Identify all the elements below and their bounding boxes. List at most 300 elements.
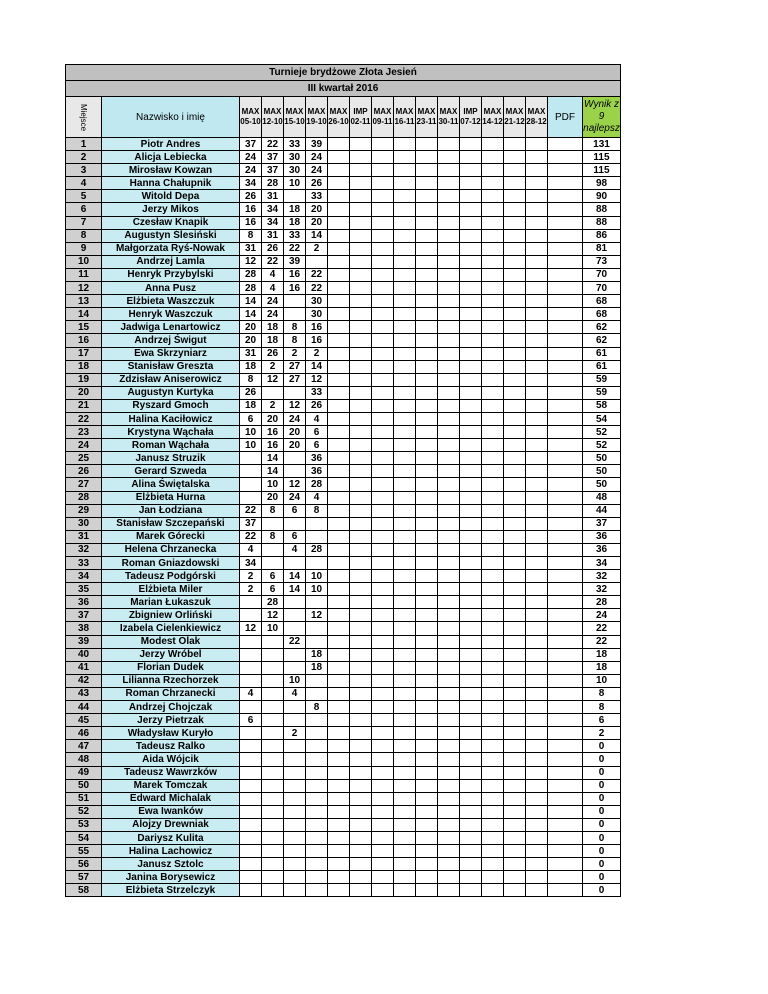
pdf-cell xyxy=(548,871,583,884)
score-cell xyxy=(460,268,482,281)
score-cell xyxy=(416,386,438,399)
score-cell xyxy=(504,543,526,556)
score-cell xyxy=(394,596,416,609)
score-cell xyxy=(328,229,350,242)
score-cell xyxy=(460,190,482,203)
pdf-cell xyxy=(548,792,583,805)
score-cell xyxy=(416,373,438,386)
score-cell xyxy=(394,858,416,871)
score-cell: 24 xyxy=(306,151,328,164)
score-cell: 10 xyxy=(240,426,262,439)
score-cell xyxy=(394,779,416,792)
score-cell xyxy=(284,831,306,844)
score-cell xyxy=(460,308,482,321)
place-cell: 45 xyxy=(66,714,102,727)
score-cell xyxy=(328,530,350,543)
player-name: Roman Chrzanecki xyxy=(102,687,240,700)
score-cell xyxy=(416,504,438,517)
score-cell: 16 xyxy=(240,216,262,229)
result-cell: 50 xyxy=(583,452,621,465)
score-cell xyxy=(504,753,526,766)
pdf-cell xyxy=(548,478,583,491)
score-cell xyxy=(504,439,526,452)
score-cell xyxy=(416,766,438,779)
score-cell xyxy=(526,426,548,439)
score-cell: 37 xyxy=(240,138,262,151)
score-cell xyxy=(460,753,482,766)
score-cell xyxy=(504,740,526,753)
score-cell xyxy=(350,753,372,766)
pdf-cell xyxy=(548,439,583,452)
score-cell xyxy=(482,858,504,871)
score-cell: 18 xyxy=(262,321,284,334)
score-cell xyxy=(328,347,350,360)
player-name: Edward Michalak xyxy=(102,792,240,805)
table-subtitle: III kwartał 2016 xyxy=(66,81,621,97)
score-cell xyxy=(284,753,306,766)
score-cell xyxy=(504,530,526,543)
score-cell xyxy=(372,138,394,151)
score-cell: 37 xyxy=(262,164,284,177)
score-cell xyxy=(372,805,394,818)
score-cell xyxy=(482,177,504,190)
score-cell xyxy=(306,622,328,635)
place-cell: 42 xyxy=(66,674,102,687)
score-cell xyxy=(416,609,438,622)
result-cell: 18 xyxy=(583,648,621,661)
score-cell xyxy=(284,701,306,714)
table-row xyxy=(66,504,621,517)
score-cell xyxy=(328,190,350,203)
score-cell xyxy=(438,412,460,425)
score-cell xyxy=(394,871,416,884)
score-cell: 39 xyxy=(284,255,306,268)
score-cell xyxy=(416,831,438,844)
score-cell xyxy=(372,386,394,399)
result-cell: 88 xyxy=(583,216,621,229)
score-cell xyxy=(350,570,372,583)
place-cell: 2 xyxy=(66,151,102,164)
place-cell: 5 xyxy=(66,190,102,203)
score-cell xyxy=(328,674,350,687)
result-cell: 37 xyxy=(583,517,621,530)
score-cell: 8 xyxy=(306,701,328,714)
score-cell: 20 xyxy=(306,203,328,216)
result-cell: 32 xyxy=(583,583,621,596)
score-cell xyxy=(482,530,504,543)
player-name: Małgorzata Ryś-Nowak xyxy=(102,242,240,255)
table-row xyxy=(66,255,621,268)
result-cell: 81 xyxy=(583,242,621,255)
score-cell xyxy=(394,282,416,295)
score-cell xyxy=(394,216,416,229)
score-cell xyxy=(460,596,482,609)
score-cell: 30 xyxy=(306,308,328,321)
score-cell xyxy=(460,779,482,792)
score-cell: 20 xyxy=(284,439,306,452)
score-cell xyxy=(460,635,482,648)
score-cell xyxy=(372,884,394,897)
score-cell xyxy=(372,557,394,570)
score-cell xyxy=(438,465,460,478)
score-cell xyxy=(526,570,548,583)
place-cell: 25 xyxy=(66,452,102,465)
score-cell: 16 xyxy=(240,203,262,216)
score-cell xyxy=(350,871,372,884)
score-cell xyxy=(504,295,526,308)
table-row xyxy=(66,308,621,321)
score-cell xyxy=(394,648,416,661)
score-cell xyxy=(328,884,350,897)
score-cell xyxy=(394,557,416,570)
score-cell xyxy=(482,818,504,831)
score-cell xyxy=(240,478,262,491)
score-cell xyxy=(526,701,548,714)
score-cell xyxy=(416,779,438,792)
result-cell: 8 xyxy=(583,687,621,700)
score-cell xyxy=(350,321,372,334)
score-cell xyxy=(504,282,526,295)
result-cell: 22 xyxy=(583,635,621,648)
table-row xyxy=(66,295,621,308)
score-cell xyxy=(416,190,438,203)
score-cell: 12 xyxy=(284,478,306,491)
score-cell xyxy=(438,216,460,229)
score-cell: 33 xyxy=(284,138,306,151)
score-cell xyxy=(284,609,306,622)
place-header: Miejsce xyxy=(66,97,102,138)
score-cell xyxy=(526,360,548,373)
score-cell xyxy=(416,360,438,373)
place-cell: 37 xyxy=(66,609,102,622)
score-cell xyxy=(504,884,526,897)
score-cell xyxy=(394,439,416,452)
score-cell xyxy=(504,701,526,714)
place-cell: 50 xyxy=(66,779,102,792)
score-cell xyxy=(416,399,438,412)
result-cell: 73 xyxy=(583,255,621,268)
pdf-header: PDF xyxy=(548,97,583,138)
place-cell: 38 xyxy=(66,622,102,635)
result-cell: 61 xyxy=(583,347,621,360)
score-cell xyxy=(240,884,262,897)
score-cell: 2 xyxy=(306,242,328,255)
score-cell xyxy=(438,177,460,190)
score-cell xyxy=(328,871,350,884)
score-cell xyxy=(262,701,284,714)
result-cell: 52 xyxy=(583,439,621,452)
score-cell xyxy=(460,570,482,583)
score-cell xyxy=(460,295,482,308)
score-cell xyxy=(328,818,350,831)
score-cell xyxy=(240,858,262,871)
score-cell xyxy=(460,504,482,517)
score-cell xyxy=(284,845,306,858)
score-cell xyxy=(438,373,460,386)
score-cell: 22 xyxy=(306,268,328,281)
score-cell xyxy=(394,687,416,700)
result-cell: 59 xyxy=(583,373,621,386)
score-cell xyxy=(240,674,262,687)
score-cell xyxy=(482,557,504,570)
score-cell xyxy=(438,386,460,399)
player-name: Stanisław Greszta xyxy=(102,360,240,373)
score-cell xyxy=(372,373,394,386)
score-cell xyxy=(460,792,482,805)
score-cell xyxy=(284,858,306,871)
score-cell xyxy=(460,412,482,425)
pdf-cell xyxy=(548,452,583,465)
score-cell xyxy=(460,282,482,295)
score-cell xyxy=(350,884,372,897)
score-cell xyxy=(526,164,548,177)
score-cell: 31 xyxy=(240,242,262,255)
score-cell xyxy=(328,727,350,740)
score-cell xyxy=(262,884,284,897)
score-cell xyxy=(328,255,350,268)
score-cell xyxy=(416,583,438,596)
score-cell xyxy=(482,779,504,792)
score-cell xyxy=(262,831,284,844)
score-cell: 2 xyxy=(306,347,328,360)
score-cell xyxy=(526,138,548,151)
score-cell xyxy=(482,701,504,714)
score-cell xyxy=(482,543,504,556)
pdf-cell xyxy=(548,347,583,360)
result-cell: 36 xyxy=(583,543,621,556)
score-cell xyxy=(482,164,504,177)
score-cell xyxy=(482,347,504,360)
tournament-type: MAX xyxy=(373,107,392,116)
score-cell: 10 xyxy=(262,478,284,491)
score-cell xyxy=(526,557,548,570)
pdf-cell xyxy=(548,570,583,583)
score-cell: 14 xyxy=(284,570,306,583)
tournament-date: 28-12 xyxy=(526,117,547,126)
place-cell: 29 xyxy=(66,504,102,517)
result-cell: 70 xyxy=(583,268,621,281)
score-cell: 6 xyxy=(284,530,306,543)
score-cell: 18 xyxy=(240,399,262,412)
score-cell xyxy=(350,308,372,321)
score-cell xyxy=(306,779,328,792)
score-cell xyxy=(482,609,504,622)
score-cell xyxy=(328,622,350,635)
score-cell xyxy=(526,661,548,674)
result-cell: 68 xyxy=(583,308,621,321)
table-row xyxy=(66,661,621,674)
score-cell xyxy=(350,674,372,687)
score-cell: 6 xyxy=(240,412,262,425)
place-cell: 32 xyxy=(66,543,102,556)
score-cell xyxy=(526,504,548,517)
result-cell: 0 xyxy=(583,818,621,831)
place-cell: 51 xyxy=(66,792,102,805)
pdf-cell xyxy=(548,831,583,844)
score-cell xyxy=(372,412,394,425)
score-cell xyxy=(416,818,438,831)
score-cell xyxy=(460,255,482,268)
score-cell: 12 xyxy=(306,609,328,622)
score-cell xyxy=(504,347,526,360)
score-cell: 27 xyxy=(284,373,306,386)
standings-table xyxy=(65,64,621,897)
score-cell xyxy=(394,452,416,465)
score-cell xyxy=(526,805,548,818)
pdf-cell xyxy=(548,805,583,818)
tournament-type: MAX xyxy=(307,107,326,116)
score-cell xyxy=(394,190,416,203)
score-cell xyxy=(526,190,548,203)
score-cell: 34 xyxy=(262,203,284,216)
score-cell: 20 xyxy=(284,426,306,439)
pdf-cell xyxy=(548,740,583,753)
score-cell xyxy=(526,884,548,897)
score-cell xyxy=(460,478,482,491)
tournament-type: MAX xyxy=(417,107,436,116)
score-cell xyxy=(372,203,394,216)
score-cell xyxy=(394,727,416,740)
place-cell: 44 xyxy=(66,701,102,714)
score-cell xyxy=(482,229,504,242)
score-cell xyxy=(504,478,526,491)
pdf-cell xyxy=(548,151,583,164)
score-cell xyxy=(306,740,328,753)
score-cell xyxy=(394,740,416,753)
score-cell xyxy=(416,858,438,871)
score-cell: 37 xyxy=(240,517,262,530)
score-cell xyxy=(504,268,526,281)
score-cell xyxy=(372,190,394,203)
score-cell xyxy=(526,648,548,661)
result-cell: 54 xyxy=(583,412,621,425)
score-cell xyxy=(372,622,394,635)
table-row xyxy=(66,779,621,792)
table-row xyxy=(66,818,621,831)
score-cell xyxy=(482,714,504,727)
table-row xyxy=(66,753,621,766)
score-cell xyxy=(482,334,504,347)
player-name: Jerzy Mikos xyxy=(102,203,240,216)
pdf-cell xyxy=(548,295,583,308)
score-cell xyxy=(372,570,394,583)
score-cell: 12 xyxy=(306,373,328,386)
score-cell xyxy=(306,635,328,648)
score-cell: 16 xyxy=(306,334,328,347)
place-cell: 19 xyxy=(66,373,102,386)
player-name: Augustyn Ślesiński xyxy=(102,229,240,242)
score-cell xyxy=(372,635,394,648)
result-cell: 0 xyxy=(583,831,621,844)
score-cell xyxy=(416,648,438,661)
score-cell: 24 xyxy=(284,491,306,504)
result-header: Wynik z 9 najlepsz xyxy=(583,97,621,138)
score-cell xyxy=(504,452,526,465)
score-cell xyxy=(350,583,372,596)
score-cell xyxy=(328,151,350,164)
result-cell: 61 xyxy=(583,360,621,373)
player-name: Augustyn Kurtyka xyxy=(102,386,240,399)
score-cell xyxy=(372,779,394,792)
score-cell xyxy=(306,727,328,740)
score-cell xyxy=(328,373,350,386)
score-cell xyxy=(526,347,548,360)
score-cell xyxy=(482,792,504,805)
score-cell xyxy=(350,373,372,386)
score-cell xyxy=(372,491,394,504)
score-cell xyxy=(504,491,526,504)
score-cell xyxy=(482,727,504,740)
player-name: Zbigniew Orliński xyxy=(102,609,240,622)
pdf-cell xyxy=(548,190,583,203)
score-cell xyxy=(328,465,350,478)
score-cell xyxy=(482,242,504,255)
score-cell xyxy=(526,740,548,753)
result-cell: 62 xyxy=(583,321,621,334)
score-cell xyxy=(526,439,548,452)
score-cell xyxy=(262,635,284,648)
result-cell: 18 xyxy=(583,661,621,674)
score-cell xyxy=(460,164,482,177)
score-cell xyxy=(526,687,548,700)
score-cell xyxy=(482,138,504,151)
player-name: Helena Chrzanecka xyxy=(102,543,240,556)
score-cell xyxy=(394,321,416,334)
result-cell: 68 xyxy=(583,295,621,308)
place-cell: 1 xyxy=(66,138,102,151)
score-cell xyxy=(438,295,460,308)
score-cell: 14 xyxy=(240,308,262,321)
pdf-cell xyxy=(548,229,583,242)
score-cell xyxy=(438,426,460,439)
score-cell xyxy=(438,858,460,871)
score-cell xyxy=(306,845,328,858)
place-cell: 27 xyxy=(66,478,102,491)
score-cell xyxy=(284,805,306,818)
score-cell xyxy=(394,845,416,858)
player-name: Elżbieta Hurna xyxy=(102,491,240,504)
score-cell xyxy=(328,452,350,465)
score-cell xyxy=(526,609,548,622)
score-cell xyxy=(526,229,548,242)
score-cell xyxy=(416,177,438,190)
score-cell xyxy=(328,687,350,700)
score-cell xyxy=(372,609,394,622)
score-cell xyxy=(328,138,350,151)
score-cell: 34 xyxy=(262,216,284,229)
score-cell xyxy=(526,151,548,164)
tournament-date: 15-10 xyxy=(284,117,305,126)
score-cell xyxy=(526,321,548,334)
score-cell xyxy=(372,753,394,766)
score-cell xyxy=(526,399,548,412)
score-cell: 10 xyxy=(262,622,284,635)
score-cell xyxy=(350,412,372,425)
score-cell xyxy=(262,792,284,805)
score-cell xyxy=(438,570,460,583)
score-cell xyxy=(526,714,548,727)
score-cell xyxy=(306,753,328,766)
score-cell xyxy=(394,478,416,491)
score-cell xyxy=(438,740,460,753)
score-cell xyxy=(460,321,482,334)
score-cell xyxy=(460,517,482,530)
score-cell: 16 xyxy=(262,439,284,452)
score-cell xyxy=(416,530,438,543)
player-name: Andrzej Świgut xyxy=(102,334,240,347)
result-cell: 88 xyxy=(583,203,621,216)
score-cell xyxy=(482,373,504,386)
